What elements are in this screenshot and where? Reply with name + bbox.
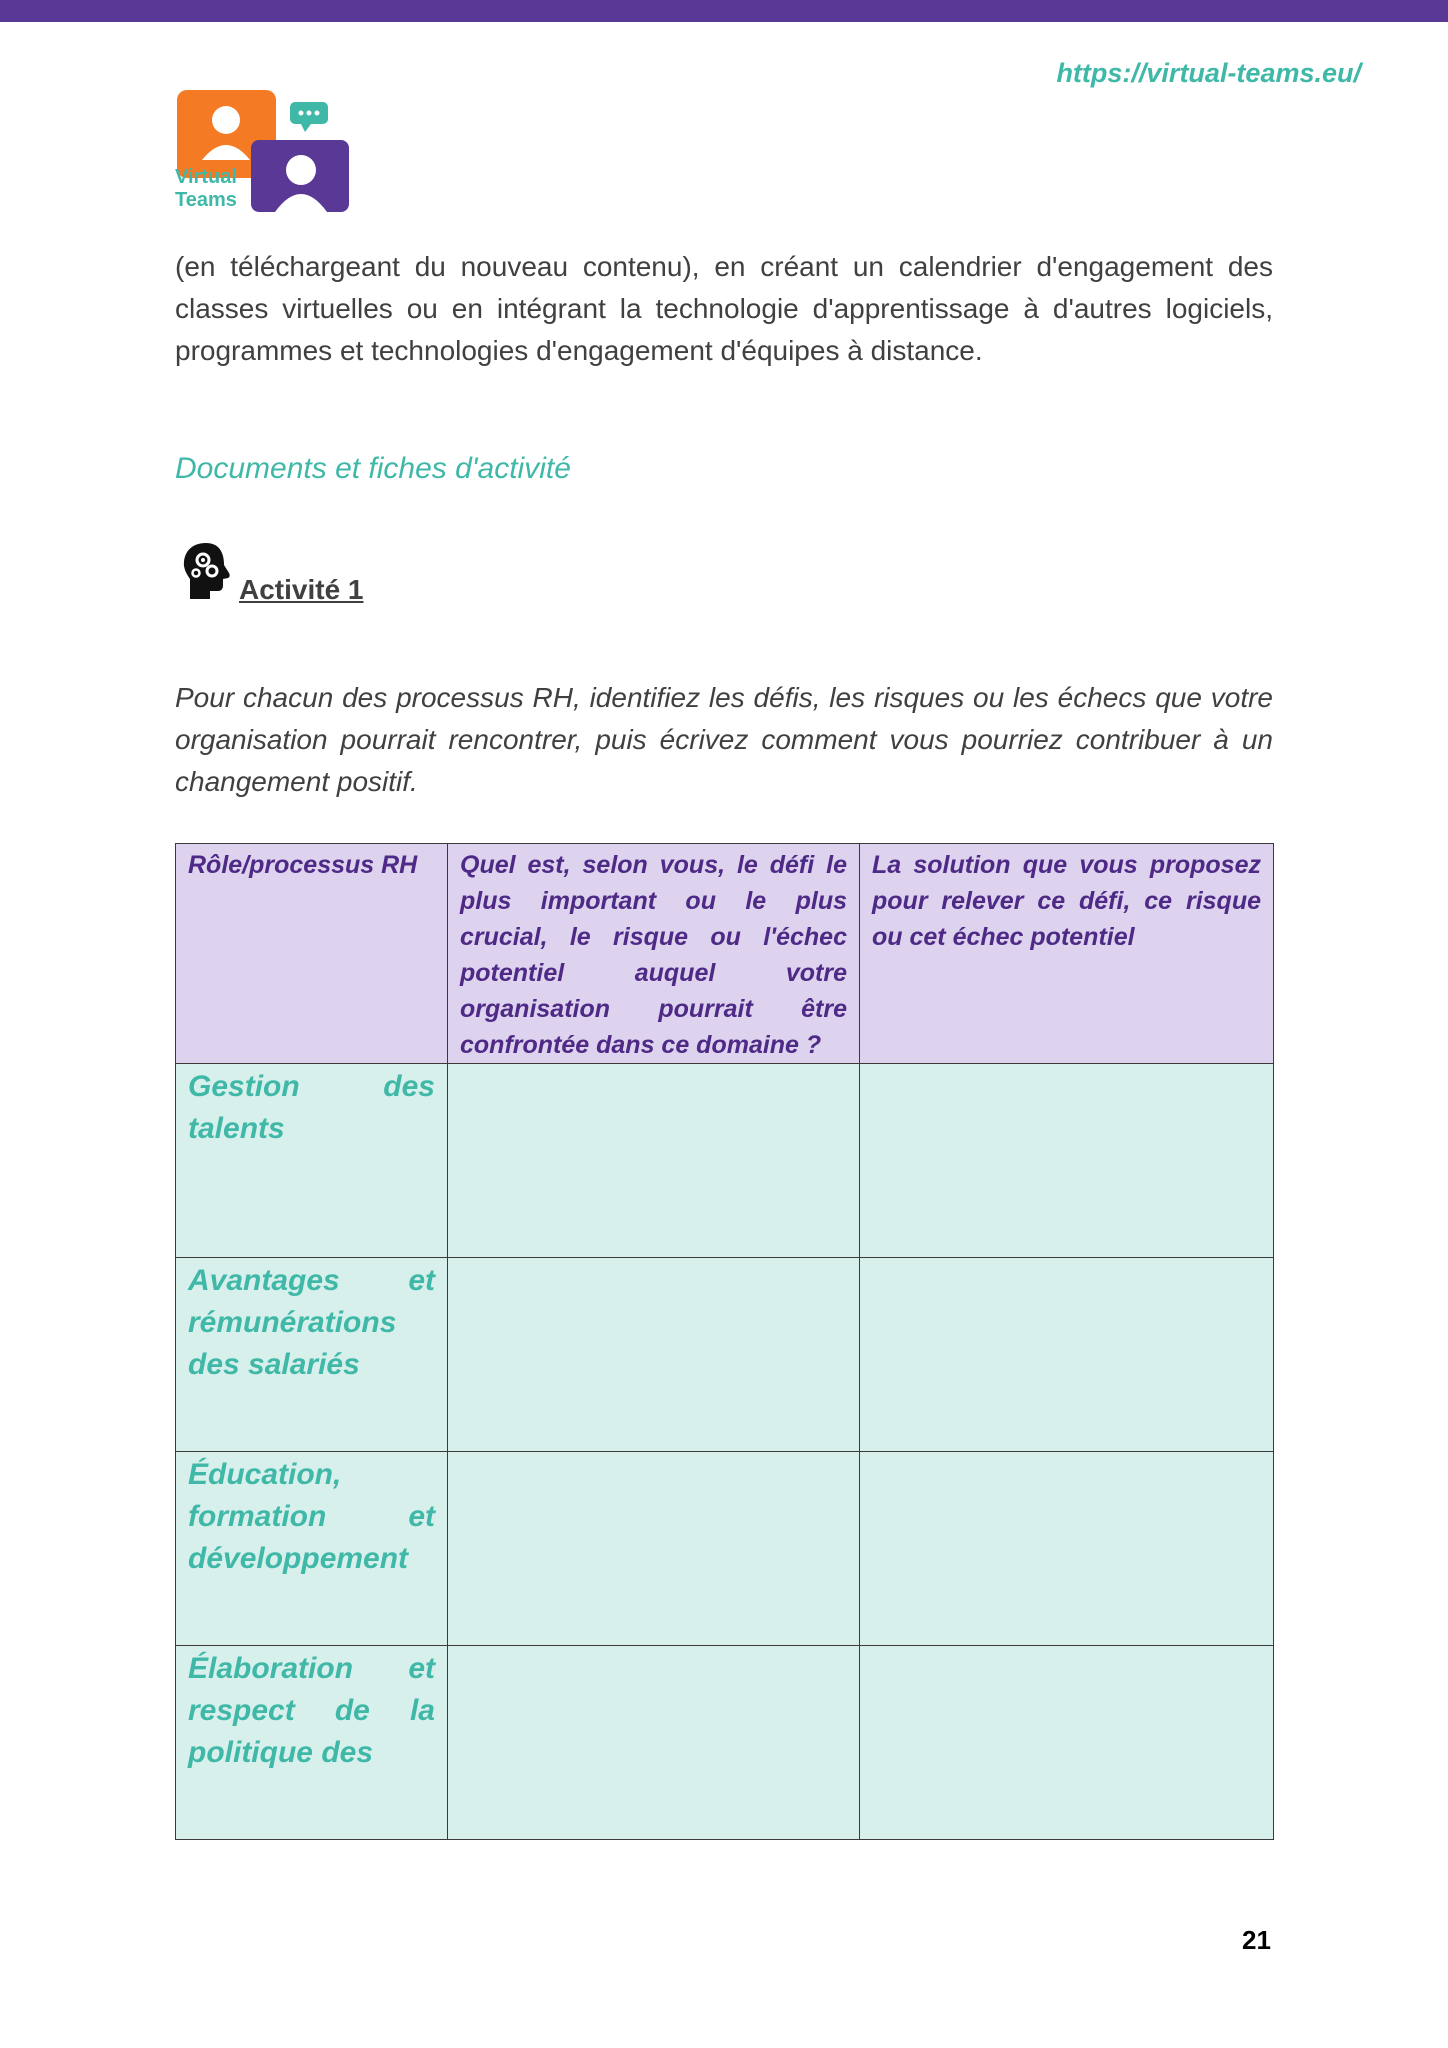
header-challenge: Quel est, selon vous, le défi le plus important ou le plus crucial, le risque ou l'échec potentiel auquel votre organisation pourrait être confrontée dans ce domaine ? [448,844,860,1064]
solution-cell[interactable] [860,1452,1274,1646]
virtual-teams-logo [175,88,351,214]
challenge-cell[interactable] [448,1452,860,1646]
challenge-cell[interactable] [448,1646,860,1840]
table-row [176,1452,1274,1646]
activity-title: Activité 1 [239,574,364,605]
logo-text [175,166,237,212]
header-solution: La solution que vous proposez pour relever ce défi, ce risque ou cet échec potentiel [860,844,1274,1064]
section-title: Documents et fiches d'activité [175,452,571,485]
row-label-benefits: Avantages et rémunérations des salariés [176,1258,448,1452]
challenge-cell[interactable] [448,1064,860,1258]
website-url[interactable]: https://virtual-teams.eu/ [1056,58,1361,88]
table-header-row [176,844,1274,1064]
table-row [176,1064,1274,1258]
logo-text-line1: Virtual [175,166,237,188]
page-number: 21 [1242,1925,1271,1955]
intro-paragraph: (en téléchargeant du nouveau contenu), en créant un calendrier d'engagement des classes virtuelles ou en intégrant la technologie d'apprentissage à d'autres logiciels, programmes et technologies d'engagement d'équipes à distance. [175,251,1273,366]
row-label-talent: Gestion des talents [176,1064,448,1258]
solution-cell[interactable] [860,1646,1274,1840]
row-label-training: Éducation, formation et développement [176,1452,448,1646]
hr-process-table [175,843,1274,1840]
table-row [176,1258,1274,1452]
header-role: Rôle/processus RH [176,844,448,1064]
challenge-cell[interactable] [448,1258,860,1452]
solution-cell[interactable] [860,1064,1274,1258]
solution-cell[interactable] [860,1258,1274,1452]
row-label-policy: Élaboration et respect de la politique des [176,1646,448,1840]
head-gears-icon [180,541,234,601]
activity-instruction: Pour chacun des processus RH, identifiez les défis, les risques ou les échecs que votre organisation pourrait rencontrer, puis écrivez comment vous pourriez contribuer à un changement positif. [175,682,1273,797]
logo-text-line2: Teams [175,189,237,211]
top-accent-bar [0,0,1448,22]
table-row [176,1646,1274,1840]
